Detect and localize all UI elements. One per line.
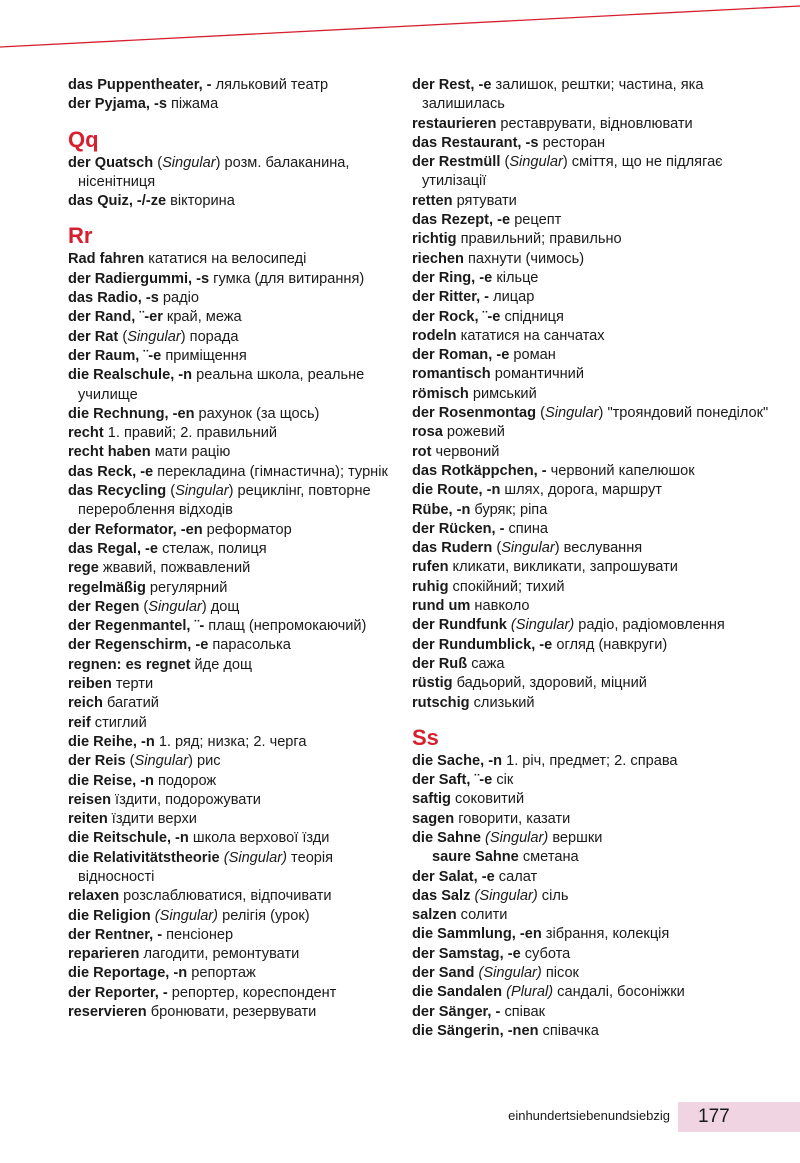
entry-translation: йде дощ [190,656,253,673]
dictionary-entry [68,250,393,269]
entry-headword: der Pyjama, -s [68,96,167,113]
dictionary-entry [412,925,788,944]
left-column [68,76,393,1022]
dictionary-entry [412,501,788,520]
entry-translation: мати рацію [150,444,231,461]
dictionary-entry [412,752,788,771]
entry-translation: реальна школа, реальне училище [78,367,365,403]
entry-headword: restaurieren [412,115,497,132]
dictionary-entry [412,539,788,558]
entry-translation: пенсіонер [162,926,234,943]
entry-translation: стиглий [90,714,147,731]
dictionary-entry [412,578,788,597]
entry-headword: die Reportage, -n [68,965,188,982]
entry-punct: ( [139,598,149,615]
dictionary-entry [412,887,788,906]
entry-headword: rutschig [412,694,470,711]
entry-headword: der Ruß [412,655,468,672]
entry-headword: das Recycling [68,483,167,500]
dictionary-entry [68,347,393,366]
entry-translation: приміщення [161,347,247,364]
entry-grammar-note: (Singular) [474,887,538,904]
dictionary-entry [68,154,393,193]
entry-translation: плащ (непромокаючий) [204,618,367,635]
dictionary-entry [412,481,788,500]
entry-punct: ( [153,154,163,171]
entry-translation: парасолька [208,637,291,654]
dictionary-entry [412,365,788,384]
entry-headword: Rad fahren [68,251,145,268]
entry-translation: салат [494,868,538,885]
entry-translation: спідниця [500,308,564,325]
entry-headword: reservieren [68,1004,147,1021]
dictionary-entry [412,211,788,230]
entry-headword: reiben [68,676,112,693]
dictionary-entry [412,269,788,288]
entry-headword: der Restmüll [412,154,501,171]
dictionary-entry [68,405,393,424]
dictionary-entry [412,655,788,674]
entry-headword: die Sandalen [412,984,503,1001]
entry-headword: reiten [68,811,108,828]
dictionary-entry [412,558,788,577]
top-decorative-rule [0,0,800,60]
entry-grammar-note: (Singular) [154,907,219,924]
entry-translation: шлях, дорога, маршрут [500,482,662,499]
entry-translation: буряк; ріпа [470,501,548,518]
entry-translation: ) веслування [554,540,643,557]
dictionary-entry [68,752,393,771]
entry-translation: ) дощ [201,598,240,615]
entry-headword: richtig [412,231,457,248]
dictionary-entry [412,829,788,848]
section-heading-r: Rr [68,223,93,249]
entry-translation: співачка [538,1022,599,1039]
entry-translation: кататися на велосипеді [144,251,307,268]
entry-grammar-note: Singular [127,328,181,345]
entry-translation: теорія відносності [78,849,334,885]
dictionary-entry [412,192,788,211]
entry-headword: der Rücken, - [412,520,505,537]
dictionary-entry [68,926,393,945]
entry-headword: der Rundfunk [412,617,507,634]
entry-headword: recht [68,425,104,442]
entry-translation: радіо [158,290,199,307]
entry-translation: край, межа [162,309,242,326]
entry-translation: релігія (урок) [218,907,310,924]
dictionary-entry [412,636,788,655]
entry-headword: der Saft, ¨-e [412,772,493,789]
dictionary-entry [412,385,788,404]
entry-translation: сіль [537,887,569,904]
entry-headword: recht haben [68,444,151,461]
entry-translation: рятувати [452,192,517,209]
entry-headword: retten [412,192,453,209]
entry-headword: reisen [68,791,111,808]
entry-headword: der Rat [68,328,119,345]
entry-headword: rege [68,560,99,577]
entries-r-continued [412,76,788,713]
dictionary-entry [68,366,393,405]
dictionary-entry [68,95,393,114]
entry-headword: der Radiergummi, -s [68,270,210,287]
entry-translation: подорож [153,772,217,789]
dictionary-entry [68,887,393,906]
entry-translation: стелаж, полиця [158,540,267,557]
entry-headword: römisch [412,385,469,402]
entry-translation: реставрувати, відновлювати [496,115,693,132]
dictionary-entry [68,192,393,211]
dictionary-entry [68,772,393,791]
entry-grammar-note: (Singular) [223,849,287,866]
dictionary-entry [412,810,788,829]
entry-translation: ) розм. балаканина, нісенітниця [78,154,350,190]
entry-translation: репортаж [187,965,256,982]
entry-grammar-note: (Singular) [485,829,549,846]
dictionary-entry [412,790,788,809]
entry-headword: reich [68,695,103,712]
dictionary-entry [68,964,393,983]
entry-headword: das Reck, -e [68,463,154,480]
dictionary-entry [68,424,393,443]
entry-headword: rund um [412,598,471,615]
entry-grammar-note: Singular [175,483,229,500]
dictionary-entry [412,443,788,462]
entry-headword: reparieren [68,946,140,963]
entry-headword: der Reis [68,753,126,770]
entry-headword: reif [68,714,91,731]
entry-headword: der Regenmantel, ¨- [68,618,205,635]
dictionary-entry [68,308,393,327]
dictionary-entry [68,579,393,598]
entry-translation: бадьорий, здоровий, міцний [452,675,647,692]
entry-translation: роман [509,347,556,364]
entry-headword: riechen [412,250,464,267]
dictionary-entry [68,482,393,521]
page-number-tab [678,1102,800,1132]
entries-q [68,154,393,212]
entry-translation: слизький [469,694,535,711]
entry-translation: спина [504,520,549,537]
entry-translation: сік [492,772,514,789]
entry-headword: sagen [412,810,455,827]
entry-headword: der Salat, -e [412,868,495,885]
entry-grammar-note: (Singular) [478,965,542,982]
entry-translation: сажа [467,655,505,672]
entry-translation: рахунок (за щось) [194,405,320,422]
entry-translation: правильний; правильно [456,231,622,248]
entry-translation: сандалі, босоніжки [553,984,685,1001]
entry-translation: лицар [489,289,535,306]
entry-headword: die Sammlung, -en [412,926,542,943]
entry-headword: der Roman, -e [412,347,510,364]
entry-headword: Rübe, -n [412,501,471,518]
entry-translation: кільце [492,269,539,286]
entry-headword: das Rudern [412,540,493,557]
entry-translation: пахнути (чимось) [463,250,585,267]
entry-headword: der Sand [412,965,475,982]
entry-translation: сметана [518,849,579,866]
dictionary-entry [412,308,788,327]
entry-headword: die Realschule, -n [68,367,193,384]
dictionary-entry [68,694,393,713]
dictionary-entry [68,463,393,482]
entry-translation: рецепт [510,212,562,229]
entry-headword: der Rentner, - [68,926,163,943]
entry-headword: der Rock, ¨-e [412,308,501,325]
entry-headword: das Quiz, -/-ze [68,193,167,210]
dictionary-entry [412,520,788,539]
entry-translation: піжама [166,96,219,113]
entry-translation: червоний [431,443,500,460]
dictionary-entry [68,810,393,829]
entry-translation: зібрання, колекція [541,926,670,943]
entry-translation: спокійний; тихий [448,578,565,595]
entry-translation: репортер, кореспондент [167,984,337,1001]
dictionary-entry [412,153,788,192]
entry-translation: кликати, викликати, запрошувати [448,559,678,576]
entry-headword: der Ring, -e [412,269,493,286]
entry-grammar-note: Singular [162,154,216,171]
entry-headword: die Reitschule, -n [68,830,189,847]
section-heading-s: Ss [412,724,439,750]
entry-headword: die Relativitätstheorie [68,849,220,866]
entry-grammar-note: (Plural) [506,984,554,1001]
dictionary-entry [68,76,393,95]
dictionary-entry [68,617,393,636]
entry-translation: школа верхової їзди [188,830,330,847]
entry-translation: лагодити, ремонтувати [139,946,300,963]
entry-headword: die Religion [68,907,151,924]
entry-headword: romantisch [412,366,491,383]
entry-translation: ) "трояндовий понеділок" [598,405,769,422]
dictionary-entry [68,328,393,347]
entry-headword: die Route, -n [412,482,501,499]
entry-punct: ( [125,753,135,770]
entry-headword: rodeln [412,327,457,344]
entry-translation: їздити верхи [107,811,197,828]
dictionary-entry [68,636,393,655]
entry-grammar-note: Singular [509,154,563,171]
entry-translation: огляд (навкруги) [552,636,668,653]
entry-translation: 1. річ, предмет; 2. справа [502,752,678,769]
entry-headword: der Regen [68,598,140,615]
entry-headword: der Rand, ¨-er [68,309,163,326]
entry-translation: ) порада [180,328,239,345]
entry-grammar-note: Singular [134,753,189,770]
entry-punct: ( [492,540,502,557]
entry-translation: пісок [541,965,579,982]
entry-translation: радіо, радіомовлення [574,617,725,634]
entry-translation: гумка (для витирання) [209,270,365,287]
dictionary-entry [412,346,788,365]
dictionary-entry [412,230,788,249]
entry-translation: регулярний [145,579,228,596]
entry-translation: багатий [102,695,159,712]
entry-headword: der Rosenmontag [412,405,537,422]
dictionary-entry [68,1003,393,1022]
dictionary-entry [68,559,393,578]
entry-punct: ( [166,483,176,500]
dictionary-entry [412,115,788,134]
entry-headword: salzen [412,907,457,924]
entry-headword: das Regal, -e [68,540,159,557]
entry-punct: ( [536,405,545,422]
page-number-words: einhundertsiebenundsiebzig [508,1108,670,1123]
dictionary-entry [412,848,788,867]
entry-headword: rosa [412,424,443,441]
entry-translation: субота [520,945,571,962]
dictionary-entry [68,540,393,559]
entries-lead [68,76,393,115]
dictionary-entry [68,270,393,289]
entry-headword: der Quatsch [68,154,154,171]
entry-headword: das Restaurant, -s [412,134,539,151]
dictionary-entry [68,849,393,888]
dictionary-entry [412,906,788,925]
entry-grammar-note: Singular [501,540,555,557]
dictionary-entry [68,984,393,1003]
entry-translation: жвавий, пожвавлений [98,560,251,577]
entry-translation: розслаблюватися, відпочивати [119,888,332,905]
dictionary-entry [412,423,788,442]
entry-headword: die Sache, -n [412,752,503,769]
right-column [412,76,788,1041]
entry-headword: das Rotkäppchen, - [412,462,547,479]
dictionary-entry [412,616,788,635]
entry-translation: залишок, рештки; частина, яка залишилась [422,77,704,113]
entry-headword: das Salz [412,887,471,904]
dictionary-entry [412,945,788,964]
dictionary-entry [412,462,788,481]
entry-translation: вершки [548,829,603,846]
entry-headword: der Samstag, -e [412,945,521,962]
dictionary-entry [412,76,788,115]
entry-punct: ( [500,154,510,171]
dictionary-entry [412,597,788,616]
entry-translation: кататися на санчатах [456,327,605,344]
entry-headword: das Rezept, -e [412,212,511,229]
section-heading-q: Qq [68,126,99,152]
entries-r [68,250,393,1022]
dictionary-entry [412,404,788,423]
entry-headword: regelmäßig [68,579,146,596]
dictionary-entry [68,598,393,617]
entry-headword: der Reformator, -en [68,521,203,538]
entry-headword: rot [412,443,432,460]
entry-headword: das Puppentheater, - [68,77,212,93]
entry-headword: der Rest, -e [412,77,492,93]
entry-headword: die Rechnung, -en [68,405,195,422]
entry-translation: навколо [470,598,530,615]
entry-translation: солити [456,907,508,924]
entry-translation: їздити, подорожувати [111,791,261,808]
entry-translation: 1. правий; 2. правильний [103,425,278,442]
dictionary-entry [68,714,393,733]
entries-s [412,752,788,1041]
entry-headword: das Radio, -s [68,290,159,307]
entry-translation: ляльковий театр [211,77,329,93]
entry-translation: романтичний [490,366,584,383]
dictionary-entry [412,327,788,346]
dictionary-entry [68,907,393,926]
entry-headword: relaxen [68,888,120,905]
entry-translation: ресторан [538,134,606,151]
entry-translation: 1. ряд; низка; 2. черга [154,733,307,750]
dictionary-entry [68,675,393,694]
dictionary-entry [68,521,393,540]
entry-grammar-note: (Singular) [510,617,575,634]
entry-headword: saftig [412,791,451,808]
dictionary-entry [412,1022,788,1041]
entry-headword: saure Sahne [432,849,519,866]
entry-translation: ) рециклінг, повторне перероблення відходів [78,483,371,519]
entry-headword: der Rundumblick, -e [412,636,553,653]
dictionary-entry [412,771,788,790]
entry-headword: die Reihe, -n [68,733,155,750]
dictionary-entry [412,288,788,307]
entry-translation: терти [111,676,154,693]
entry-translation: співак [500,1003,545,1020]
dictionary-entry [412,694,788,713]
dictionary-entry [412,250,788,269]
entry-translation: ) сміття, що не підлягає утилізації [422,154,723,190]
entry-headword: der Raum, ¨-e [68,347,162,364]
entry-headword: der Ritter, - [412,289,490,306]
entry-translation: перекладина (гімнастична); турнік [153,463,388,480]
dictionary-entry [68,829,393,848]
entry-translation: червоний капелюшок [546,462,695,479]
entry-translation: рожевий [442,424,505,441]
dictionary-entry [412,868,788,887]
dictionary-entry [412,983,788,1002]
entry-headword: rüstig [412,675,453,692]
entry-headword: die Sängerin, -nen [412,1022,539,1039]
entry-headword: der Reporter, - [68,984,168,1001]
entry-translation: говорити, казати [454,810,571,827]
dictionary-entry [68,945,393,964]
entry-translation: реформатор [202,521,292,538]
entry-headword: die Reise, -n [68,772,154,789]
dictionary-entry [412,674,788,693]
entry-translation: вікторина [166,193,235,210]
dictionary-entry [68,791,393,810]
entry-headword: der Sänger, - [412,1003,501,1020]
entry-punct: ( [118,328,128,345]
dictionary-entry [68,443,393,462]
entry-headword: der Regenschirm, -e [68,637,209,654]
entry-translation: римський [468,385,537,402]
dictionary-entry [412,1003,788,1022]
page-number: 177 [698,1106,730,1127]
entry-translation: бронювати, резервувати [146,1004,317,1021]
entry-grammar-note: Singular [148,598,202,615]
entry-translation: ) рис [188,753,221,770]
dictionary-entry [68,656,393,675]
dictionary-entry [68,289,393,308]
dictionary-entry [68,733,393,752]
dictionary-entry [412,134,788,153]
entry-grammar-note: Singular [544,405,599,422]
dictionary-entry [412,964,788,983]
entry-headword: ruhig [412,578,449,595]
entry-headword: die Sahne [412,829,481,846]
entry-translation: соковитий [450,791,525,808]
entry-headword: regnen: es regnet [68,656,191,673]
entry-headword: rufen [412,559,449,576]
